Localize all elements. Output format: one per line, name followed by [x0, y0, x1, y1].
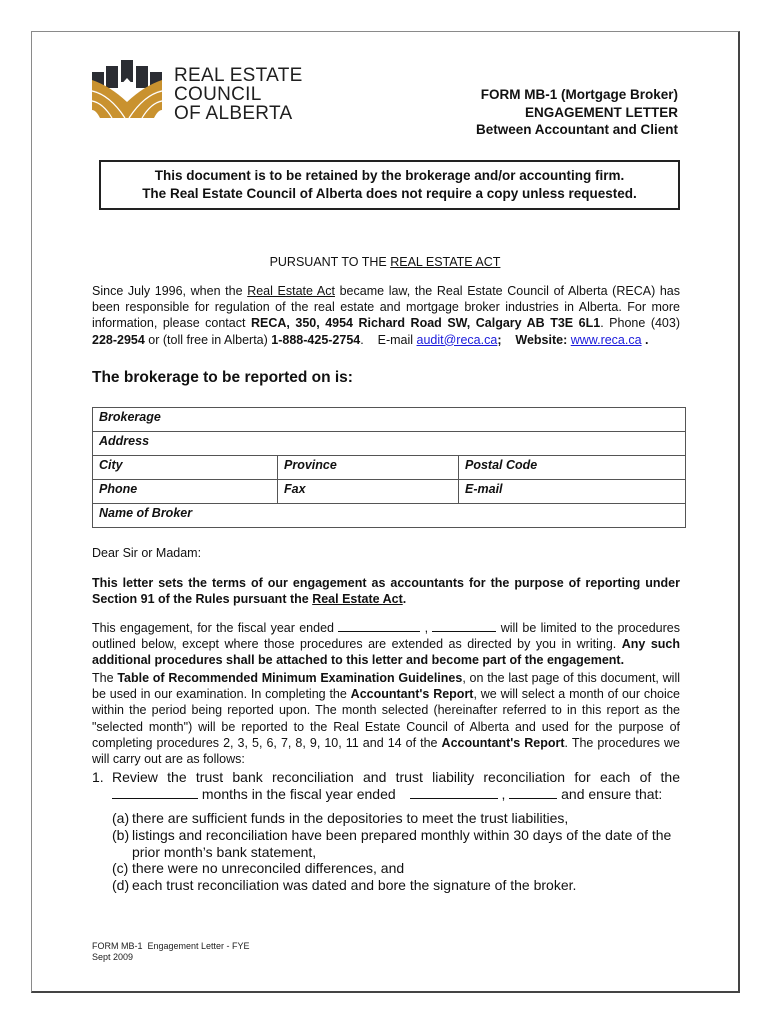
logo-emblem-icon	[90, 58, 170, 128]
intro-text: Since July 1996, when the	[92, 284, 248, 298]
procedure-text: months in the fiscal year ended	[198, 786, 400, 802]
pursuant-prefix: PURSUANT TO THE	[269, 255, 391, 269]
province-field[interactable]: Province	[278, 456, 459, 480]
item-label: (d)	[112, 877, 130, 894]
procedure-1	[92, 769, 680, 803]
pursuant-heading	[0, 255, 770, 269]
logo-line-3: OF ALBERTA	[174, 103, 293, 124]
retention-notice-box	[99, 160, 680, 210]
reca-phone: 228-2954	[92, 332, 145, 347]
fiscal-year-blank[interactable]	[432, 621, 496, 632]
procedure-fiscal-date-blank[interactable]	[410, 788, 498, 799]
list-item	[112, 827, 682, 861]
item-label: (a)	[112, 810, 130, 826]
salutation: Dear Sir or Madam:	[92, 546, 202, 560]
reca-address: RECA, 350, 4954 Richard Road SW, Calgary AB T3E 6L1	[250, 316, 601, 331]
engagement-paragraph	[92, 620, 680, 669]
notice-line-1: This document is to be retained by the brokerage and/or accounting firm.	[154, 168, 625, 183]
procedure-text: and ensure that:	[557, 786, 663, 802]
fiscal-year-end-date-blank[interactable]	[338, 621, 420, 632]
pursuant-act: REAL ESTATE ACT	[390, 255, 501, 269]
item-text: each trust reconciliation was dated and bore the signature of the broker.	[132, 877, 577, 894]
brokerage-field[interactable]: Brokerage	[93, 408, 686, 432]
accountants-report-ref: Accountant's Report	[441, 735, 565, 750]
form-title-line-2: ENGAGEMENT LETTER	[524, 104, 678, 120]
intro-text: . E-mail	[360, 332, 417, 347]
engagement-text: will be limited to the procedures outlined below, except where those procedures are extended as directed by you in writing.	[92, 621, 681, 652]
intro-text: or (toll free in Alberta)	[144, 332, 272, 347]
guidelines-table-name: Table of Recommended Minimum Examination Guidelines	[117, 671, 463, 685]
broker-name-field[interactable]: Name of Broker	[93, 504, 686, 528]
guidelines-text: , on the last page of this document, will be used in our examination. In completing the	[92, 671, 681, 702]
email-link[interactable]: audit@reca.ca	[416, 332, 498, 347]
procedure-fiscal-year-blank[interactable]	[509, 788, 557, 799]
guidelines-paragraph	[92, 670, 680, 767]
guidelines-text: . The procedures we will carry out are as follows:	[92, 735, 680, 767]
item-label: (c)	[112, 860, 129, 877]
procedure-1-body	[112, 769, 680, 803]
procedure-text: ,	[497, 786, 510, 802]
city-field[interactable]: City	[93, 456, 278, 480]
reca-logo	[90, 58, 303, 128]
logo-line-2: COUNCIL	[174, 84, 262, 105]
footer-date: Sept 2009	[92, 952, 134, 962]
logo-wordmark	[174, 66, 303, 123]
reca-tollfree: 1-888-425-2754	[271, 332, 361, 347]
form-title-line-3: Between Accountant and Client	[475, 122, 678, 137]
list-item	[112, 810, 682, 827]
notice-line-2: The Real Estate Council of Alberta does not require a copy unless requested.	[142, 186, 637, 201]
website-link[interactable]: www.reca.ca	[570, 332, 642, 347]
intro-paragraph	[92, 283, 680, 348]
terms-paragraph	[92, 575, 680, 607]
table-row	[93, 480, 686, 504]
procedure-text: Review the trust bank reconciliation and trust liability reconciliation for each of the	[112, 769, 680, 785]
terms-text: .	[402, 592, 407, 607]
brokerage-info-table	[92, 407, 686, 528]
intro-text: .	[641, 332, 649, 347]
intro-text: ; Website:	[497, 332, 571, 347]
email-field[interactable]: E-mail	[459, 480, 686, 504]
list-item	[112, 877, 682, 894]
accountants-report-ref: Accountant's Report	[350, 687, 474, 702]
months-count-blank[interactable]	[112, 788, 198, 799]
guidelines-text: The	[92, 671, 118, 685]
footer-form-name: FORM MB-1 Engagement Letter - FYE	[92, 941, 250, 951]
item-label: (b)	[112, 826, 130, 843]
terms-text: This letter sets the terms of our engagement as accountants for the purpose of reporting under Section 91 of the Rules pursuant the	[92, 576, 680, 607]
table-row	[93, 432, 686, 456]
engagement-text: This engagement, for the fiscal year ended	[92, 621, 339, 635]
postal-code-field[interactable]: Postal Code	[459, 456, 686, 480]
intro-act: Real Estate Act	[247, 284, 335, 298]
engagement-bold-text: Any such additional procedures shall be attached to this letter and become part of the engagement.	[92, 637, 680, 668]
brokerage-heading: The brokerage to be reported on is:	[92, 369, 353, 386]
item-text: there were no unreconciled differences, and	[132, 860, 405, 877]
table-row	[93, 504, 686, 528]
fax-field[interactable]: Fax	[278, 480, 459, 504]
table-row	[93, 456, 686, 480]
form-title	[476, 86, 678, 139]
engagement-text: ,	[420, 621, 433, 635]
procedure-1-subitems	[112, 810, 682, 894]
item-text: listings and reconciliation have been prepared monthly within 30 days of the date of the prior month’s bank statement,	[132, 826, 672, 860]
procedure-number: 1.	[92, 769, 104, 785]
intro-text: became law, the Real Estate Council of Alberta (RECA) has been responsible for regulation of the real estate and mortgage broker industries in Alberta. For more information, please contact	[92, 284, 681, 331]
intro-text: . Phone (403)	[600, 316, 680, 331]
logo-line-1: REAL ESTATE	[174, 65, 303, 86]
phone-field[interactable]: Phone	[93, 480, 278, 504]
address-field[interactable]: Address	[93, 432, 686, 456]
page-footer	[92, 941, 250, 963]
guidelines-text: , we will select a month of our choice within the period being reported upon. The month selected (hereinafter referred to in this report as the "selected month") will be reported to the Real Estate Council of Alberta and used for the purpose of completing procedures 2, 3, 5, 6, 7, 8, 9, 10, 11 and 14 of the	[92, 687, 680, 750]
table-row	[93, 408, 686, 432]
form-title-line-1: FORM MB-1 (Mortgage Broker)	[480, 87, 678, 102]
list-item	[112, 860, 682, 877]
terms-act: Real Estate Act	[312, 592, 403, 607]
item-text: there are sufficient funds in the depositories to meet the trust liabilities,	[132, 810, 569, 826]
